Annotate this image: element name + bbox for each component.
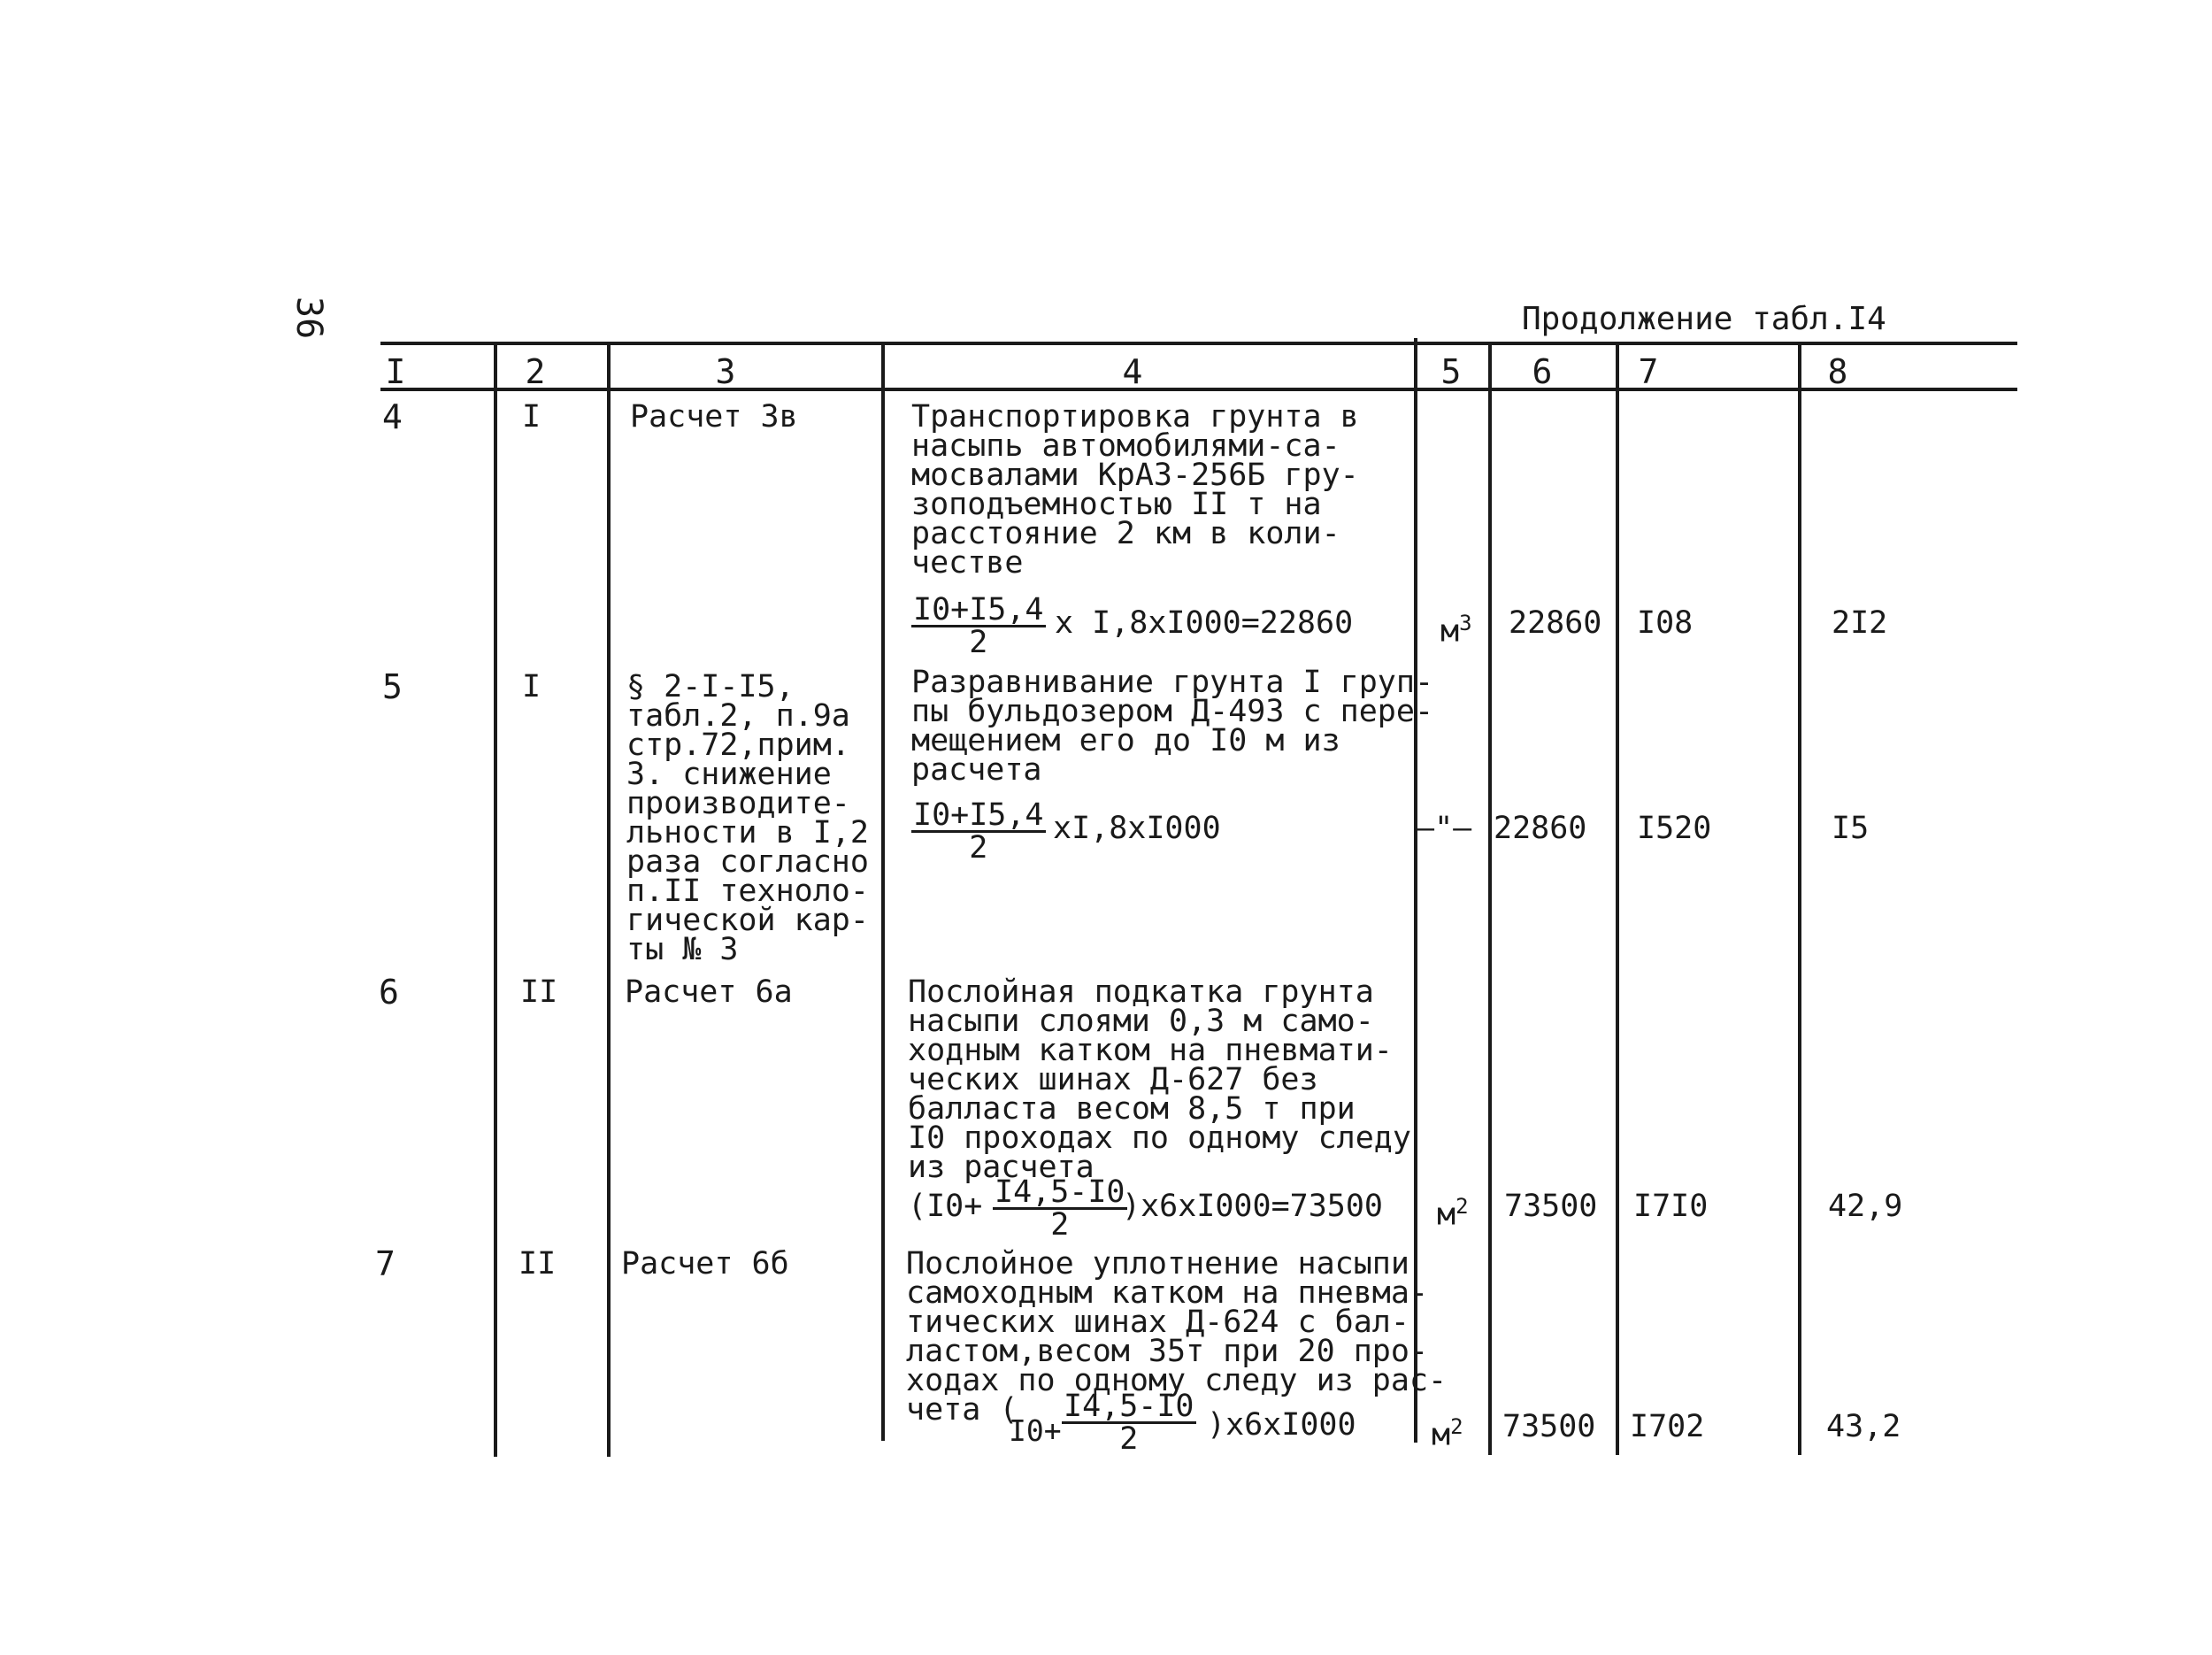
row-result: 43,2 [1826,1409,1901,1444]
row-basis: Расчет 3в [630,399,798,435]
row-description: Разравнивание грунта I груп- пы бульдозером Д-493 с пере- мещением его до I0 м из расчета [911,665,1434,788]
row-quantity: 22860 [1494,811,1587,846]
row-basis: Расчет 6а [625,974,793,1010]
row-formula-lead: (I0+ [908,1189,983,1224]
row-formula-fraction: $\frac{I0+I5,4}{2}$ [913,797,1044,866]
row-quantity: 22860 [1509,605,1602,641]
row-group: I [522,399,541,435]
column-divider [1798,343,1801,1455]
column-divider [881,343,885,1441]
header-col-2: 2 [525,352,546,391]
column-divider [1616,343,1619,1455]
row-number: 4 [382,397,403,436]
row-number: 5 [382,667,403,706]
row-formula-rest: x I,8xI000=22860 [1055,605,1354,641]
page-number: 36 [288,296,329,340]
row-unit: $м^2$ [1437,1194,1469,1233]
row-norm: I7I0 [1633,1189,1709,1224]
row-formula-rest: )x6xI000=73500 [1122,1189,1384,1224]
row-basis: Расчет 6б [621,1246,789,1282]
header-col-6: 6 [1532,352,1553,391]
row-formula-fraction: $\frac{I0+I5,4}{2}$ [913,592,1044,660]
row-description: Послойная подкатка грунта насыпи слоями 0,3 м само- ходным катком на пневмати- ческих шинах Д-627 без балласта весом 8,5 т при I0 проходах по одному следу из расчета [908,974,1411,1185]
row-number: 6 [379,973,399,1012]
header-col-4: 4 [1122,352,1143,391]
header-col-8: 8 [1827,352,1848,391]
table-header-rule [380,388,2017,391]
row-group: I [522,669,541,704]
row-norm: I520 [1637,811,1712,846]
header-col-7: 7 [1638,352,1659,391]
row-formula-fraction: $\frac{I4,5-I0}{2}$ [995,1174,1125,1243]
row-group: II [518,1246,557,1282]
column-divider [1488,343,1492,1455]
row-description: Послойное уплотнение насыпи самоходным катком на пневма- тических шинах Д-624 с бал- ластом,весом 35т при 20 про- ходах по одному следу из рас- [906,1246,1448,1398]
header-col-5: 5 [1440,352,1462,391]
row-unit: $м^2$ [1432,1414,1463,1453]
row-basis: § 2-I-I5, табл.2, п.9а стр.72,прим. 3. снижение производите- льности в I,2 раза согласно п.II техноло- гической кар- ты № 3 [626,669,869,967]
row-group: II [520,974,558,1010]
row-result: 2I2 [1832,605,1888,641]
row-description: Транспортировка грунта в насыпь автомобилями-са- мосвалами КрАЗ-256Б гру- зоподъемностью II т на расстояние 2 км в коли- честве [911,399,1359,581]
header-col-1: I [385,352,406,391]
row-unit: $м^3$ [1440,611,1472,650]
continuation-title: Продолжение табл.I4 [1522,301,1886,337]
row-formula-lead: I0+ [1009,1413,1062,1448]
row-formula-fraction: $\frac{I4,5-I0}{2}$ [1064,1389,1194,1457]
table-top-rule [380,342,2017,345]
row-formula-lead: чета ( [906,1392,1018,1428]
row-result: 42,9 [1828,1189,1903,1224]
row-unit: —"— [1416,811,1472,846]
row-formula-rest: )x6xI000 [1207,1407,1356,1443]
row-norm: I08 [1637,605,1694,641]
row-formula-rest: xI,8xI000 [1053,811,1221,846]
column-divider [494,343,497,1457]
row-quantity: 73500 [1502,1409,1596,1444]
row-result: I5 [1832,811,1870,846]
header-col-3: 3 [715,352,736,391]
column-divider [607,343,611,1457]
row-norm: I702 [1630,1409,1705,1444]
row-quantity: 73500 [1504,1189,1598,1224]
row-number: 7 [375,1244,396,1283]
